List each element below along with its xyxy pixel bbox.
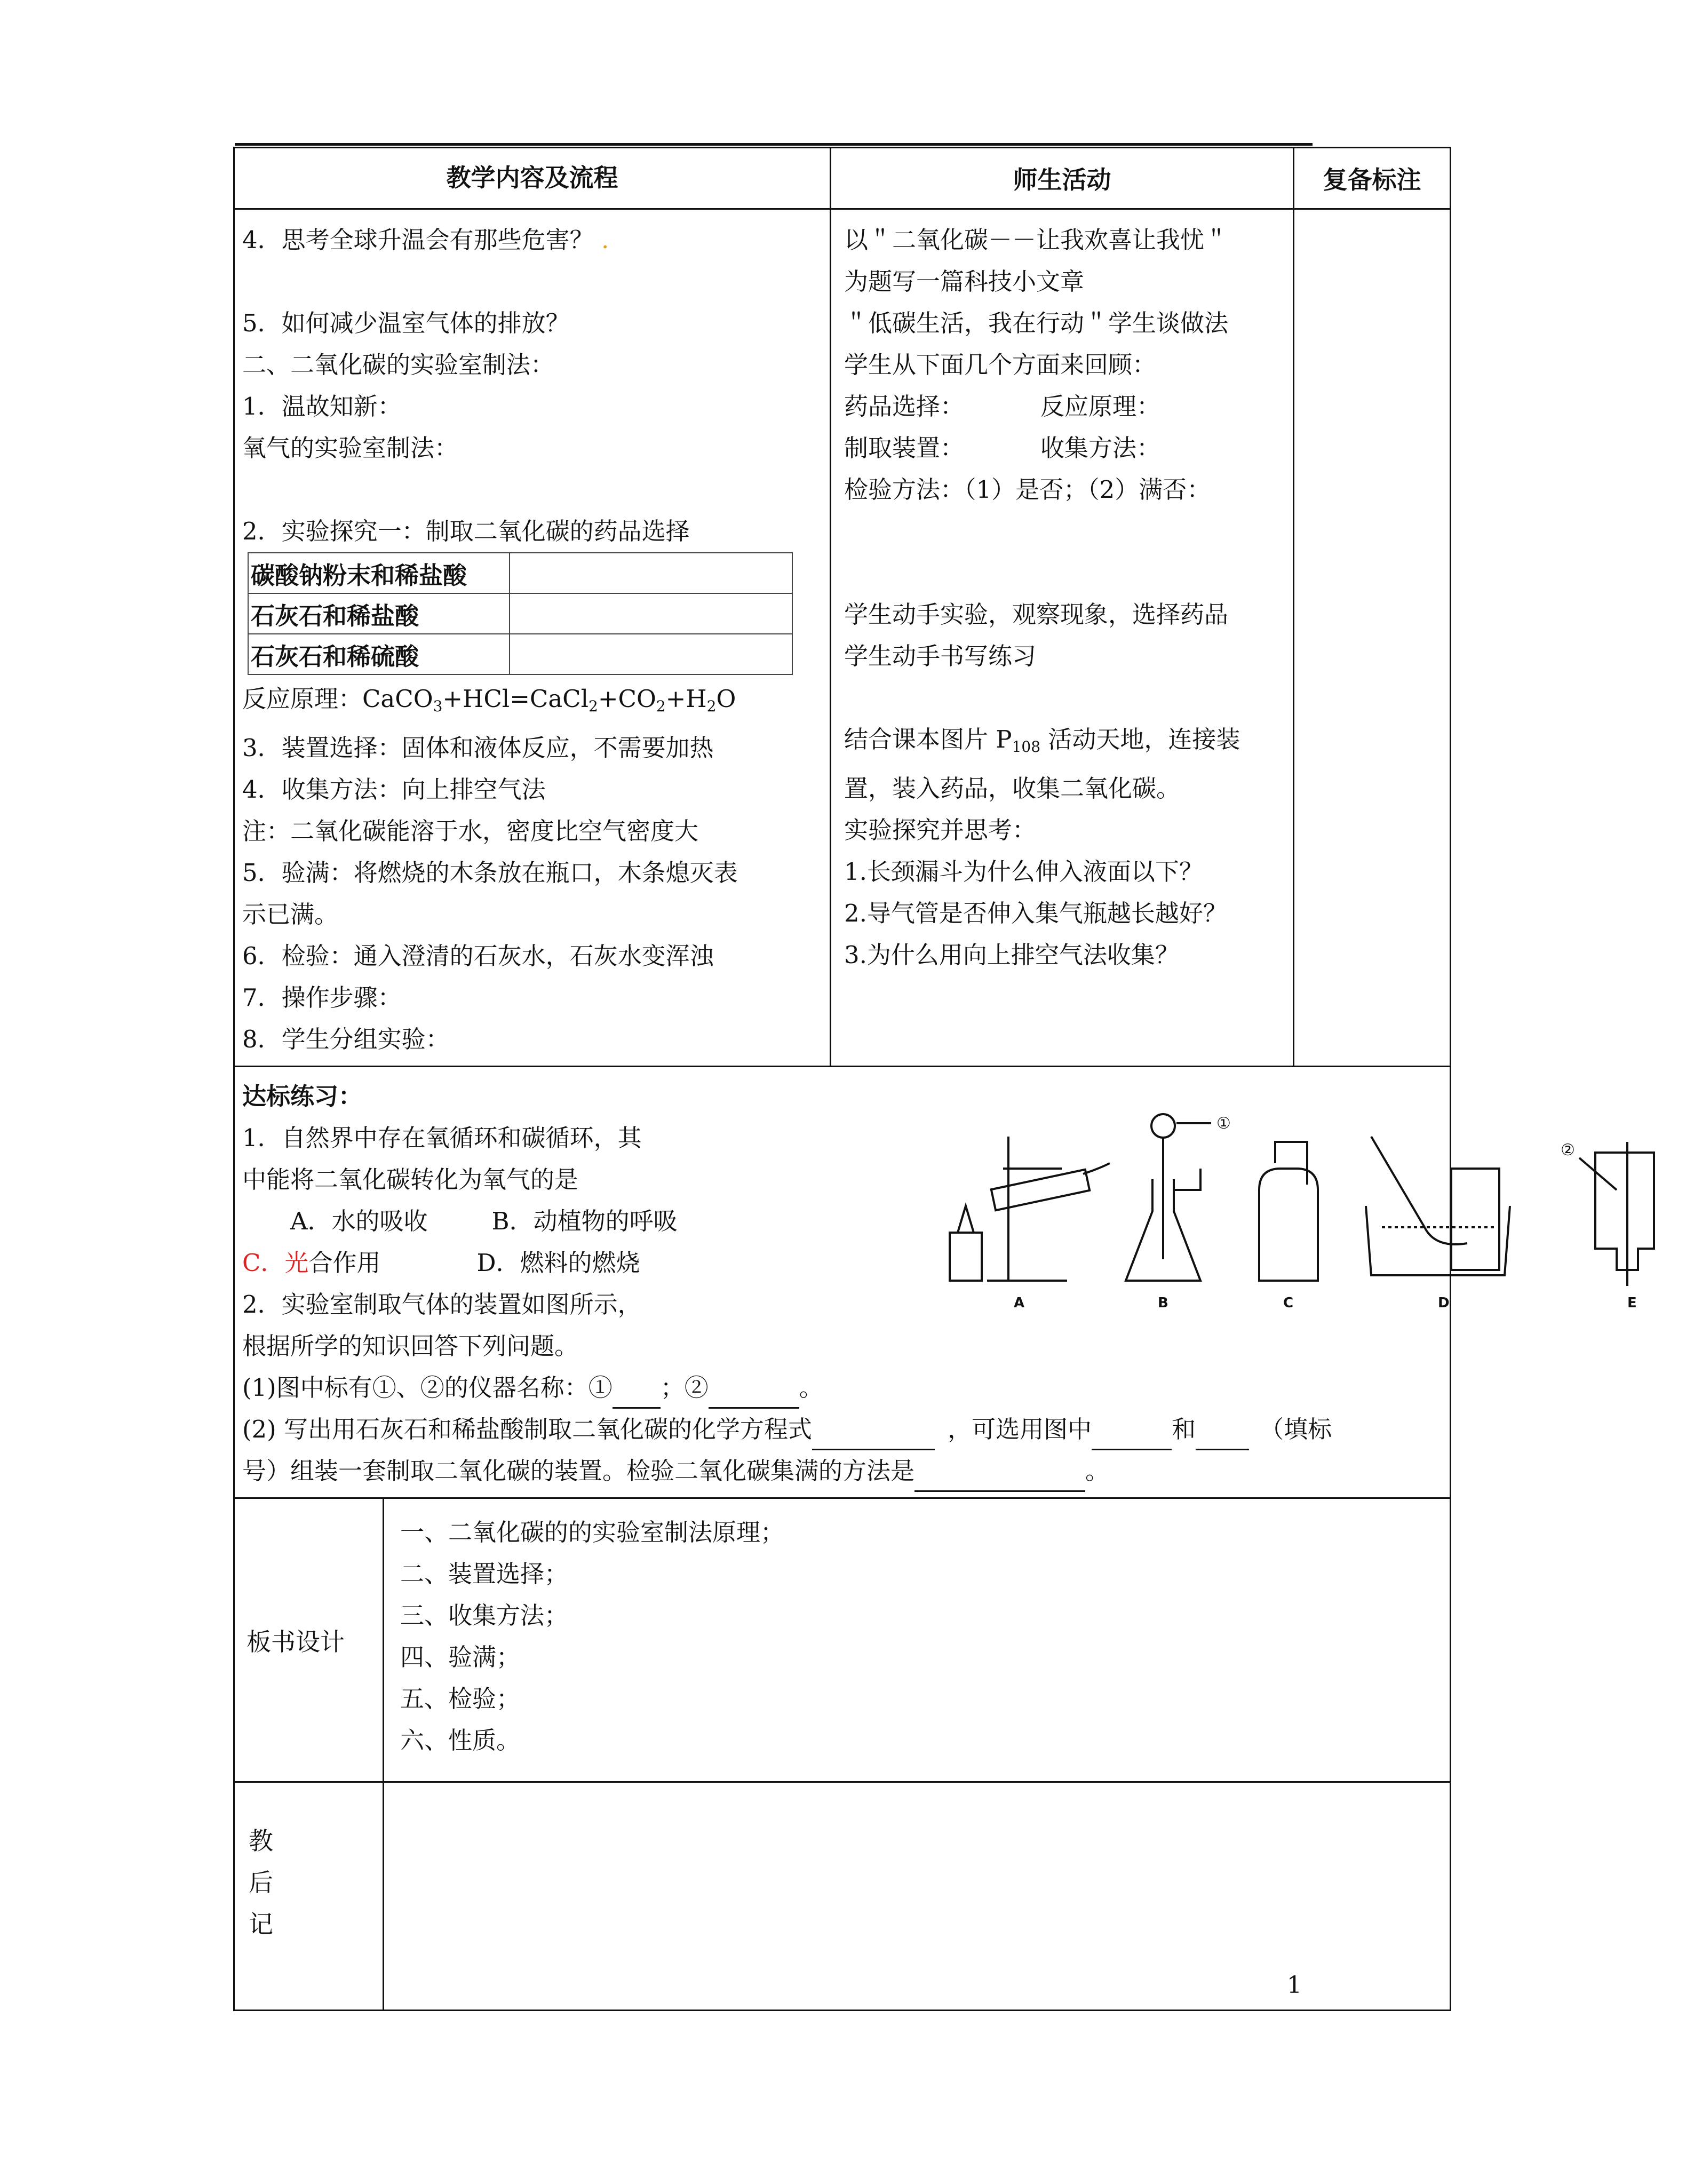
activity-line: 实验探究并思考： [844,816,1037,844]
apparatus-b [1126,1114,1211,1281]
exercise-title: 达标练习： [242,1082,363,1110]
content-line: 5．验满：将燃烧的木条放在瓶口，木条熄灭表 [242,859,738,887]
exercise-cell [234,1067,1637,1498]
header-notes: 复备标注 [1294,148,1451,209]
reaction-equation: 反应原理：$CaCO_3+HCl=CaCl_2+CO_2+H_2O$ [242,685,736,715]
content-line: 6．检验：通入澄清的石灰水，石灰水变浑浊 [242,942,714,970]
board-item: 六、性质。 [400,1726,521,1754]
reflection-label: 教 后 记 [234,1782,384,2011]
question-line: 根据所学的知识回答下列问题。 [242,1332,579,1360]
drug-observation-blank[interactable] [510,553,792,593]
board-item: 一、二氧化碳的的实验室制法原理； [400,1518,785,1546]
exercise-row [234,1067,1451,1498]
question-line: (1)图中标有①、②的仪器名称：① ；② 。 [242,1367,1442,1409]
activity-line: 3.为什么用向上排空气法收集？ [844,941,1179,969]
content-cell [234,209,831,1067]
drug-option: 石灰石和稀硫酸 [248,634,510,674]
apparatus-label: B [1158,1295,1168,1311]
question-line: (2) 写出用石灰石和稀盐酸制取二氧化碳的化学方程式 ，可选用图中 和 （填标 [242,1409,1442,1450]
activity-line: 2.导气管是否伸入集气瓶越长越好？ [844,899,1227,927]
lab-apparatus-figure [939,1110,1686,1313]
activity-line: 药品选择： 反应原理： [844,392,1161,420]
question-line: 中能将二氧化碳转化为氧气的是 [242,1165,579,1194]
header-rule [235,143,1313,146]
content-line: 注：二氧化碳能溶于水，密度比空气密度大 [242,817,699,845]
drug-option: 石灰石和稀盐酸 [248,593,510,634]
question-line: 1．自然界中存在氧循环和碳循环，其 [242,1124,642,1152]
content-line: 氧气的实验室制法： [242,434,459,462]
board-label: 板书设计 [234,1498,384,1782]
apparatus-c [1259,1142,1318,1281]
drug-selection-table [248,552,793,675]
content-line: 1．温故知新： [242,392,402,420]
page-number: 1 [1287,1972,1302,1999]
content-line: 示已满。 [242,900,339,928]
drug-option: 碳酸钠粉末和稀盐酸 [248,553,510,593]
drug-observation-blank[interactable] [510,634,792,674]
board-row [234,1498,1451,1782]
answer-blank[interactable] [613,1381,661,1409]
header-content: 教学内容及流程 [234,148,831,209]
activity-line: 学生动手实验，观察现象，选择药品 [844,600,1229,629]
board-item: 三、收集方法； [400,1601,569,1630]
activity-cell [831,209,1294,1067]
activity-line: 1.长颈漏斗为什么伸入液面以下？ [844,857,1203,886]
marker-2: ② [1561,1141,1575,1159]
answer-blank[interactable] [1092,1423,1172,1450]
header-row [234,148,1451,209]
activity-line: 置，装入药品，收集二氧化碳。 [844,774,1181,803]
question-line: 2．实验室制取气体的装置如图所示， [242,1290,642,1319]
main-row [234,209,1451,1067]
mark-dot: . [601,226,609,254]
apparatus-label: C [1283,1295,1294,1311]
apparatus-label: E [1627,1295,1637,1311]
content-line: 4．思考全球升温会有那些危害？ . [242,226,609,254]
question-line: 号）组装一套制取二氧化碳的装置。检验二氧化碳集满的方法是 。 [242,1450,1442,1492]
activity-line: ＂低碳生活，我在行动＂学生谈做法 [844,309,1229,337]
notes-cell[interactable] [1294,209,1451,1067]
answer-blank[interactable] [914,1465,1085,1492]
content-line: 4．收集方法：向上排空气法 [242,775,546,804]
activity-line: 学生从下面几个方面来回顾： [844,351,1157,379]
content-line: 8．学生分组实验： [242,1025,450,1053]
answer-blank[interactable] [812,1423,935,1450]
content-line: 7．操作步骤： [242,983,402,1012]
lesson-plan-table [233,147,1637,2011]
activity-line: 检验方法：（1）是否；（2）满否： [844,475,1211,504]
activity-line: 结合课本图片 $P_{108}$ 活动天地，连接装 [844,725,1240,756]
answer-blank[interactable] [709,1381,799,1409]
content-line: 5．如何减少温室气体的排放？ [242,309,570,337]
board-item: 五、检验； [400,1685,521,1713]
activity-line: 为题写一篇科技小文章 [844,267,1085,296]
option-d[interactable]: D．燃料的燃烧 [476,1249,640,1277]
reflection-row [234,1782,1451,2011]
answer-blank[interactable] [1196,1423,1249,1450]
q1-options-row2: C．光合作用 D．燃料的燃烧 [242,1249,640,1277]
option-c-highlight[interactable]: C．光 [242,1249,309,1277]
apparatus-label: A [1014,1295,1025,1311]
apparatus-a [950,1137,1110,1281]
apparatus-label: D [1438,1295,1450,1311]
drug-observation-blank[interactable] [510,593,792,634]
content-line: 二、二氧化碳的实验室制法： [242,351,555,379]
content-line: 3．装置选择：固体和液体反应，不需要加热 [242,734,714,762]
marker-1: ① [1216,1114,1231,1133]
apparatus-d [1366,1137,1510,1275]
option-b[interactable]: B．动植物的呼吸 [491,1207,678,1235]
activity-line: 以＂二氧化碳－－让我欢喜让我忧＂ [844,226,1229,254]
header-activity: 师生活动 [831,148,1294,209]
board-item: 二、装置选择； [400,1560,569,1588]
activity-line: 制取装置： 收集方法： [844,434,1161,462]
content-line: 2．实验探究一：制取二氧化碳的药品选择 [242,517,690,545]
activity-line: 学生动手书写练习 [844,642,1037,670]
option-a[interactable]: A．水的吸收 [290,1207,428,1235]
apparatus-e [1579,1142,1654,1286]
board-item: 四、验满； [400,1643,521,1671]
board-content [384,1498,1451,1782]
